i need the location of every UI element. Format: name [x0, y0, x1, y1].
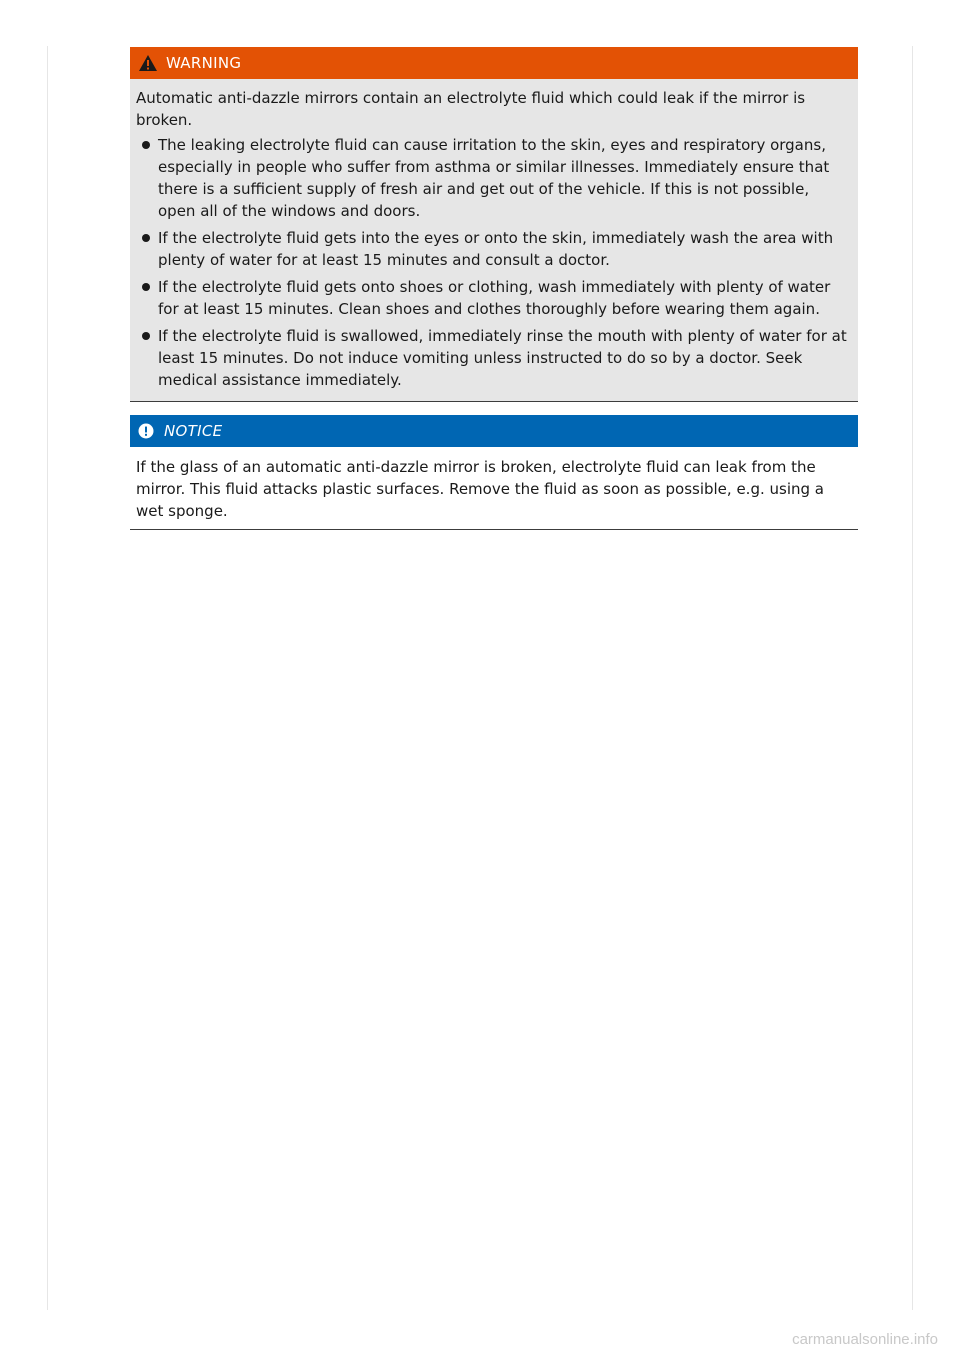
list-item [136, 276, 850, 320]
warning-header [130, 47, 858, 79]
bullet-icon [142, 141, 150, 149]
page-content [130, 47, 858, 530]
notice-box [130, 415, 858, 530]
list-item-text: The leaking electrolyte fluid can cause irritation to the skin, eyes and respiratory organs, especially in people who suffer from asthma or similar illnesses. Immediately ensure that there is a sufficient supply of fresh air and get out of the vehicle. If this is not possible, open all of the windows and doors. [158, 136, 830, 220]
list-item-text: If the electrolyte fluid gets into the eyes or onto the skin, immediately wash the area with plenty of water for at least 15 minutes and consult a doctor. [158, 229, 834, 269]
notice-title: NOTICE [164, 422, 223, 440]
list-item-text: If the electrolyte fluid gets onto shoes or clothing, wash immediately with plenty of water for at least 15 minutes. Clean shoes and clothes thoroughly before wearing them again. [158, 278, 831, 318]
warning-intro: Automatic anti-dazzle mirrors contain an electrolyte fluid which could leak if the mirror is broken. [136, 89, 806, 129]
left-margin-line [47, 46, 48, 1310]
list-item-text: If the electrolyte fluid is swallowed, immediately rinse the mouth with plenty of water for at least 15 minutes. Do not induce vomiting unless instructed to do so by a doctor. Seek medical assistance immediately. [158, 327, 847, 389]
warning-title: WARNING [166, 54, 242, 72]
warning-body [130, 79, 858, 402]
bullet-icon [142, 283, 150, 291]
right-margin-line [912, 46, 913, 1310]
notice-body: If the glass of an automatic anti-dazzle mirror is broken, electrolyte fluid can leak from the mirror. This fluid attacks plastic surfaces. Remove the fluid as soon as possible, e.g. using a wet sponge. [130, 447, 858, 530]
notice-header [130, 415, 858, 447]
warning-box [130, 47, 858, 402]
warning-list [136, 134, 850, 391]
exclamation-circle-icon [138, 423, 154, 439]
list-item [136, 325, 850, 391]
warning-triangle-icon [138, 54, 158, 72]
bullet-icon [142, 234, 150, 242]
bullet-icon [142, 332, 150, 340]
list-item [136, 227, 850, 271]
list-item [136, 134, 850, 222]
watermark: carmanualsonline.info [792, 1331, 938, 1348]
